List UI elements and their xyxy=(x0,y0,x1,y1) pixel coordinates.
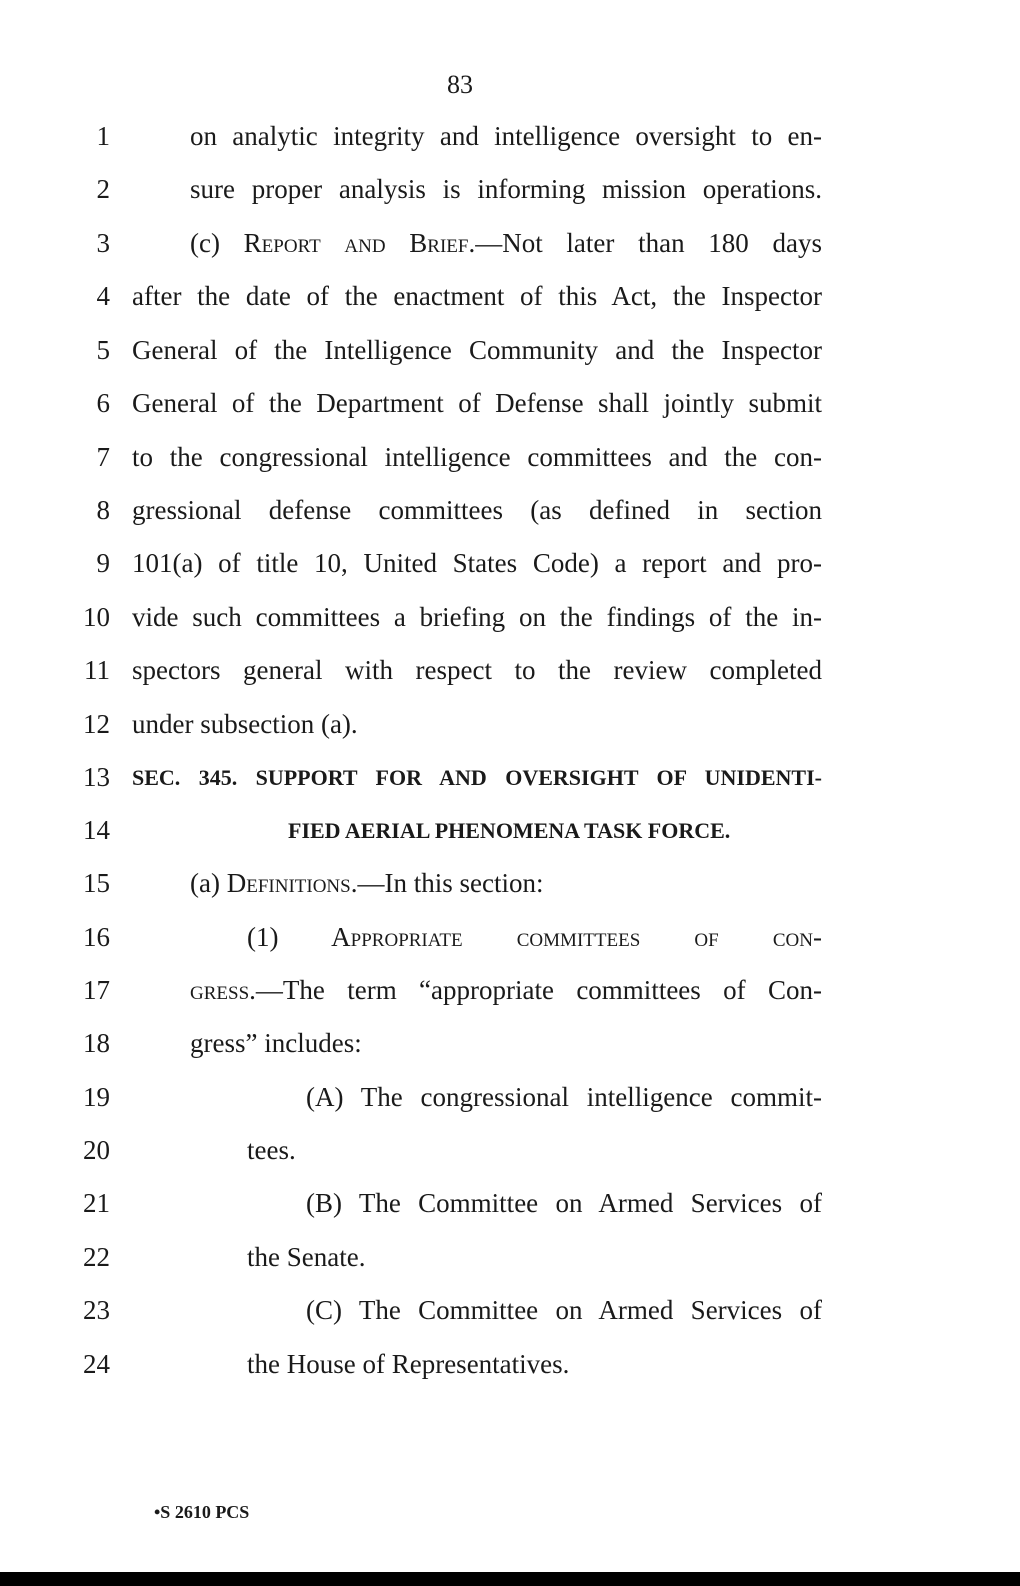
section-title: FIED AERIAL PHENOMENA TASK FORCE. xyxy=(288,818,731,843)
text-line xyxy=(0,975,1020,1015)
text-line xyxy=(0,1028,1020,1068)
line-number: 19 xyxy=(83,1082,110,1112)
line-text: the House of Representatives. xyxy=(247,1349,570,1379)
line-text xyxy=(190,228,822,259)
text-line xyxy=(0,174,1020,214)
line-text: after the date of the enactment of this Act, the Inspector xyxy=(132,281,822,311)
line-number: 23 xyxy=(83,1295,110,1325)
line-text: gressional defense committees (as defined in section xyxy=(132,495,822,525)
line-number: 3 xyxy=(96,228,110,258)
text-line xyxy=(0,121,1020,161)
line-text: gress” includes: xyxy=(190,1028,362,1058)
line-text xyxy=(190,975,822,1006)
text-line xyxy=(0,442,1020,482)
text-line xyxy=(0,1242,1020,1282)
line-number: 10 xyxy=(83,602,110,632)
line-text: spectors general with respect to the review completed xyxy=(132,655,822,685)
line-number: 4 xyxy=(96,281,110,311)
line-number: 7 xyxy=(96,442,110,472)
line-text: (C) The Committee on Armed Services of xyxy=(306,1295,822,1325)
line-number: 15 xyxy=(83,868,110,898)
paragraph-label: (c) xyxy=(190,228,244,258)
text-line xyxy=(0,1349,1020,1389)
text-line xyxy=(0,1295,1020,1335)
line-number: 8 xyxy=(96,495,110,525)
line-text: on analytic integrity and intelligence oversight to en- xyxy=(190,121,822,151)
line-number: 2 xyxy=(96,174,110,204)
bottom-border xyxy=(0,1572,1020,1586)
section-title: SEC. 345. SUPPORT FOR AND OVERSIGHT OF UNIDENTI- xyxy=(132,765,822,790)
section-heading: Report and Brief. xyxy=(243,228,476,258)
line-number: 13 xyxy=(83,762,110,792)
line-number: 22 xyxy=(83,1242,110,1272)
line-text: General of the Intelligence Community and the Inspector xyxy=(132,335,822,365)
text-line xyxy=(0,1135,1020,1175)
line-number: 12 xyxy=(83,709,110,739)
line-text: 101(a) of title 10, United States Code) a report and pro- xyxy=(132,548,822,578)
line-body: —The term “appropriate committees of Con- xyxy=(255,975,822,1005)
line-text xyxy=(190,868,543,899)
text-line xyxy=(0,1082,1020,1122)
line-body: —In this section: xyxy=(357,868,544,898)
line-number: 1 xyxy=(96,121,110,151)
line-number: 17 xyxy=(83,975,110,1005)
section-heading: Definitions. xyxy=(226,868,358,898)
paragraph-label: (a) xyxy=(190,868,227,898)
text-line xyxy=(0,1188,1020,1228)
text-line xyxy=(0,602,1020,642)
line-number: 16 xyxy=(83,922,110,952)
text-line xyxy=(0,228,1020,268)
line-number: 24 xyxy=(83,1349,110,1379)
line-text: under subsection (a). xyxy=(132,709,358,739)
line-text: the Senate. xyxy=(247,1242,366,1272)
document-footer: •S 2610 PCS xyxy=(154,1502,250,1522)
text-line xyxy=(0,548,1020,588)
line-text: (1) Appropriate committees of con- xyxy=(247,922,822,952)
line-number: 5 xyxy=(96,335,110,365)
text-line xyxy=(0,868,1020,908)
text-line xyxy=(0,388,1020,428)
text-line xyxy=(0,655,1020,695)
text-line xyxy=(0,709,1020,749)
line-number: 18 xyxy=(83,1028,110,1058)
line-text: vide such committees a briefing on the findings of the in- xyxy=(132,602,822,632)
text-line xyxy=(0,335,1020,375)
line-number: 14 xyxy=(83,815,110,845)
line-text: (B) The Committee on Armed Services of xyxy=(306,1188,822,1218)
text-line xyxy=(0,762,1020,802)
line-body: —Not later than 180 days xyxy=(475,228,822,258)
text-line xyxy=(0,495,1020,535)
text-line xyxy=(0,281,1020,321)
line-number: 20 xyxy=(83,1135,110,1165)
line-text: to the congressional intelligence committees and the con- xyxy=(132,442,822,472)
line-number: 11 xyxy=(84,655,110,685)
line-text: sure proper analysis is informing mission operations. xyxy=(190,174,822,204)
section-heading: gress. xyxy=(190,975,256,1005)
line-number: 6 xyxy=(96,388,110,418)
line-number: 21 xyxy=(83,1188,110,1218)
text-line xyxy=(0,922,1020,962)
line-text: tees. xyxy=(247,1135,296,1165)
line-number: 9 xyxy=(96,548,110,578)
text-line xyxy=(0,815,1020,855)
line-text: (A) The congressional intelligence commit- xyxy=(306,1082,822,1112)
page-number: 83 xyxy=(447,70,473,99)
line-text: General of the Department of Defense shall jointly submit xyxy=(132,388,822,418)
